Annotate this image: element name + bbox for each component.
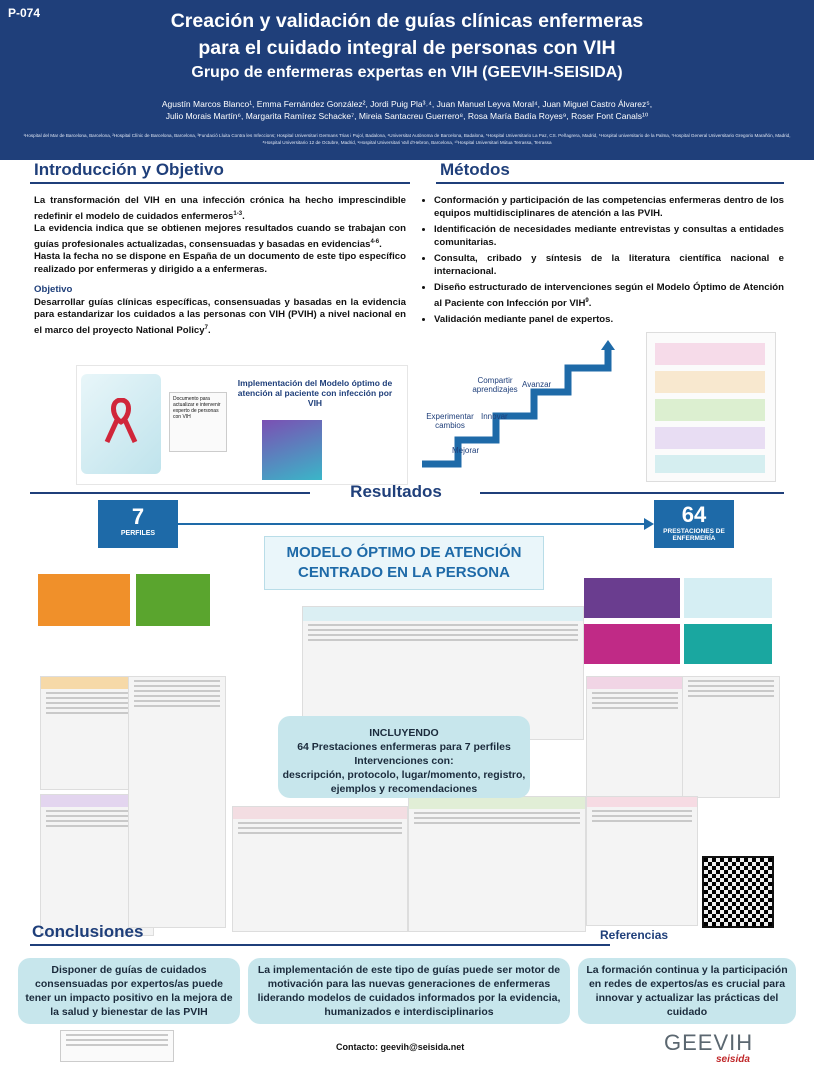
authors	[20, 98, 794, 122]
methods-rule	[436, 182, 784, 184]
objective-text: Desarrollar guías clínicas específicas, consensuadas y basadas en la evidencia para estandarizar los cuidados a las personas con VIH (PVIH) a nivel nacional en el marco del proyecto National Policy$^7$.	[34, 296, 406, 337]
qr-code[interactable]	[702, 856, 774, 928]
including-box	[278, 716, 530, 798]
profile-card-purple	[584, 578, 680, 618]
results-rule-right	[480, 492, 784, 494]
model-box	[264, 536, 544, 590]
conclusion-box-3: La formación continua y la participación en redes de expertos/as es crucial para innovar y actualizar las prácticas del cuidado	[578, 958, 796, 1024]
methods-item: • Identificación de necesidades mediante entrevistas y consultas a entidades comunitarias.	[434, 224, 784, 249]
conclusions-rule	[30, 944, 610, 946]
including-line-3: Intervenciones con:	[354, 755, 454, 767]
intro-paragraph-3: Hasta la fecha no se dispone en España de un documento de este tipo específico realizado por enfermeras y dirigido a a enfermeras.	[34, 251, 406, 275]
results-title: Resultados	[350, 482, 442, 501]
model-line-2: CENTRADO EN LA PERSONA	[298, 564, 510, 581]
profile-card-teal	[684, 624, 772, 664]
geevih-logo: GEEVIH	[664, 1030, 754, 1055]
implementation-title: Implementación del Modelo óptimo de atención al paciente con infección por VIH	[237, 378, 393, 408]
implementation-figure	[76, 365, 408, 485]
conclusion-box-1: Disponer de guías de cuidados consensuadas por expertos/as puede tener un impacto positivo en la mejora de la salud y bienestar de las PVIH	[18, 958, 240, 1024]
methods-list	[422, 195, 784, 331]
poster-header	[0, 0, 814, 160]
model-line-1: MODELO ÓPTIMO DE ATENCIÓN	[286, 544, 522, 561]
contact-email[interactable]: Contacto: geevih@seisida.net	[336, 1042, 465, 1052]
methods-item: • Validación mediante panel de expertos.	[434, 314, 784, 327]
guide-page-thumbnail	[232, 806, 408, 932]
prestaciones-box	[654, 500, 734, 548]
intro-body	[34, 195, 406, 338]
profile-card-orange	[38, 574, 130, 626]
including-line-5: ejemplos y recomendaciones	[330, 783, 478, 795]
poster-title-line-2: para el cuidado integral de personas con VIH	[198, 37, 616, 59]
conclusions-title: Conclusiones	[32, 922, 144, 941]
methods-item: • Conformación y participación de las competencias enfermeras dentro de los equipos multidisciplinares de atención a las PVIH.	[434, 195, 784, 220]
sponsor-logos	[60, 1030, 174, 1062]
stair-label-5: Avanzar	[522, 380, 552, 389]
methods-item: • Diseño estructurado de intervenciones según el Modelo Óptimo de Atención al Paciente con Infección por VIH$^9$.	[434, 282, 784, 310]
stair-label-3: Innovar	[481, 412, 508, 421]
intro-rule	[30, 182, 410, 184]
poster-subtitle: Grupo de enfermeras expertas en VIH (GEEVIH-SEISIDA)	[191, 64, 623, 81]
guide-page-thumbnail	[586, 676, 684, 798]
intro-paragraph-1: La transformación del VIH en una infección crónica ha hecho imprescindible redefinir el modelo de cuidados enfermeros$^{1-3}$.	[34, 195, 406, 222]
guide-page-thumbnail	[128, 676, 226, 928]
results-rule-left	[30, 492, 310, 494]
book-cover	[262, 420, 322, 480]
profile-card-green	[136, 574, 210, 626]
model-figure-thumbnail	[646, 332, 776, 482]
including-line-4: descripción, protocolo, lugar/momento, registro,	[282, 769, 526, 781]
including-line-2: 64 Prestaciones enfermeras para 7 perfiles	[297, 741, 511, 753]
document-cover: Documento para actualizar e intervenir experto de personas con VIH	[169, 392, 227, 452]
profiles-label: PERFILES	[120, 530, 156, 537]
affiliations: ¹Hospital del Mar de Barcelona, Barcelona, ²Hospital Clínic de Barcelona, Barcelona, ³Fundació Lluita Contra les Infeccions; Hospital Universitari Germans Trias i Pujol, Badalona, ⁴Universitat Autònoma de Barcelona, Badalona, ⁵Hospital Universitario La Paz, CS. Peñagrera, Madrid, ⁶Hospital universitario de la Palma, ⁷Hospital General Universitario Gregorio Marañón, Madrid, ⁸Hospital Universitario 12 de Octubre, Madrid, ⁹Hospital Universitari Vall d'Hebron, Barcelona, ¹⁰Hospital Universitari Mútua Terrassa, Terrassa	[23, 133, 791, 145]
methods-title: Métodos	[440, 160, 510, 179]
prestaciones-label: PRESTACIONES DE ENFERMERÍA	[663, 528, 725, 542]
prestaciones-number: 64	[681, 502, 707, 527]
references-title[interactable]: Referencias	[600, 928, 669, 942]
guide-page-thumbnail	[408, 796, 586, 932]
poster-title-line-1: Creación y validación de guías clínicas enfermeras	[170, 10, 644, 32]
intro-paragraph-2: La evidencia indica que se obtienen mejores resultados cuando se trabajan con guías profesionales actualizadas, consensuadas y basadas en evidencias$^{4-6}$.	[34, 223, 406, 250]
objective-label: Objetivo	[34, 284, 73, 296]
profile-card-lightblue	[684, 578, 772, 618]
stair-label-4: Compartir aprendizajes	[472, 376, 518, 394]
authors-line-2: Julio Morais Martín⁶, Margarita Ramírez Schacke⁷, Mireia Santacreu Guerrero⁸, Rosa María Badía Royes⁹, Roser Font Canals¹⁰	[165, 111, 649, 121]
profiles-number: 7	[131, 504, 145, 529]
guide-page-thumbnail	[682, 676, 780, 798]
poster-id: P-074	[8, 6, 41, 20]
stair-label-1: Mejorar	[452, 446, 480, 455]
results-arrow-line	[178, 523, 648, 525]
guide-page-thumbnail	[586, 796, 698, 926]
intro-title: Introducción y Objetivo	[34, 160, 224, 179]
arrow-head-icon	[644, 518, 654, 530]
profiles-box	[98, 500, 178, 548]
ribbon-illustration	[81, 374, 161, 474]
red-ribbon-icon	[103, 398, 139, 444]
profile-card-magenta	[584, 624, 680, 664]
methods-item: • Consulta, cribado y síntesis de la literatura científica nacional e internacional.	[434, 253, 784, 278]
seisida-logo: seisida	[716, 1054, 750, 1065]
conclusion-box-2: La implementación de este tipo de guías puede ser motor de motivación para las nuevas generaciones de enfermeras liderando modelos de cuidados informados por la evidencia, humanizados e interdisciplinarios	[248, 958, 570, 1024]
including-line-1: INCLUYENDO	[369, 727, 439, 739]
authors-line-1: Agustín Marcos Blanco¹, Emma Fernández González², Jordi Puig Pla³˒⁴, Juan Manuel Leyva Moral⁴, Juan Miguel Castro Álvarez⁵,	[161, 99, 653, 109]
stair-label-2: Experimentar cambios	[426, 412, 474, 430]
